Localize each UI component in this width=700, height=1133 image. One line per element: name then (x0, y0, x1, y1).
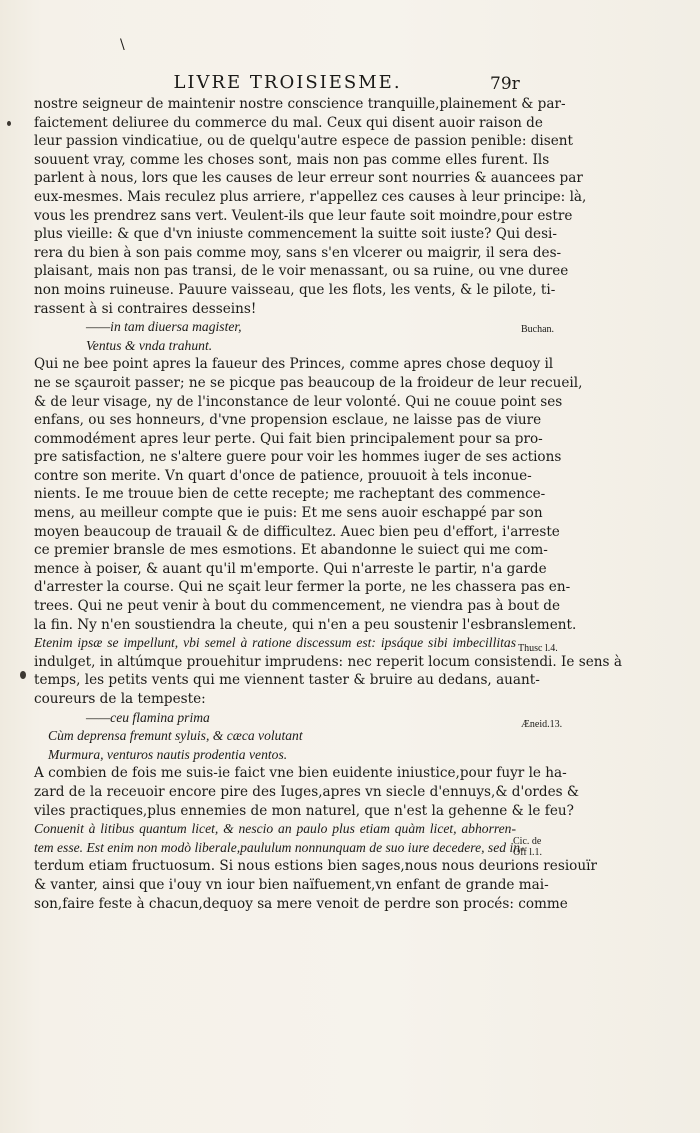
text-line: vous les prendrez sans vert. Veulent-ils que leur faute soit moindre,pour estre (34, 207, 573, 224)
quote-line: Murmura, venturos nautis prodentia ventos. (48, 746, 288, 762)
text-line: ce premier bransle de mes esmotions. Et abandonne le suiect qui me com- (34, 542, 548, 559)
text-line: viles practiques,plus ennemies de mon naturel, que n'est la gehenne & le feu? (34, 802, 574, 819)
page-mark: \ (120, 37, 125, 53)
text-line: mence à poiser, & auant qu'il m'emporte. Qui n'arreste le partir, n'a garde (34, 560, 547, 577)
text-line: plaisant, mais non pas transi, de le voir menassant, ou sa ruine, ou vne duree (34, 263, 569, 280)
text-line: souuent vray, comme les choses sont, mais non pas comme elles furent. Ils (34, 151, 550, 168)
ink-blot (20, 671, 26, 679)
text-line: leur passion vindicatiue, ou de quelqu'autre espece de passion penible: disent (34, 133, 574, 150)
quote-line: ——ceu flamina prima (86, 709, 210, 725)
quote-line: Ventus & vnda trahunt. (86, 337, 213, 353)
folio-number: 79r (490, 74, 520, 94)
text-line: rera du bien à son pais comme moy, sans s'en vlcerer ou maigrir, il sera des- (34, 244, 562, 261)
text-line: d'arrester la course. Qui ne sçait leur fermer la porte, ne les chassera pas en- (34, 579, 571, 596)
text-line: A combien de fois me suis-ie faict vne bien euidente iniustice,pour fuyr le ha- (34, 765, 567, 782)
text-line: rassent à si contraires desseins! (34, 300, 257, 317)
text-line: ne se sçauroit passer; ne se picque pas beaucoup de la froideur de leur recueil, (34, 374, 583, 391)
text-line: commodément apres leur perte. Qui fait bien principalement pour sa pro- (34, 430, 543, 447)
quote-line: Cùm deprensa fremunt syluis, & cæca volutant (48, 728, 303, 744)
text-line: la fin. Ny n'en soustiendra la cheute, qui n'en a peu soustenir l'esbranslement. (34, 616, 577, 633)
margin-note-off: Off l.1. (513, 847, 542, 858)
text-line: contre son merite. Vn quart d'once de patience, prouuoit à tels inconue- (34, 467, 532, 484)
text-line: & de leur visage, ny de l'inconstance de leur volonté. Qui ne couue point ses (34, 393, 563, 410)
text-line: faictement deliuree du commerce du mal. Ceux qui disent auoir raison de (34, 114, 543, 131)
text-line: nients. Ie me trouue bien de cette recepte; me racheptant des commence- (34, 486, 546, 503)
latin-line: tem esse. Est enim non modò liberale,paululum nonnunquam de suo iure decedere, sed in- (34, 839, 525, 855)
running-title: LIVRE TROISIESME. (173, 72, 402, 93)
text-line: parlent à nous, lors que les causes de leur erreur sont nourries & auancees par (34, 170, 583, 187)
margin-note-aeneid: Æneid.13. (521, 719, 563, 730)
text-line: terdum etiam fructuosum. Si nous estions bien sages,nous nous deurions resiouïr (34, 858, 597, 875)
quote-line: ——in tam diuersa magister, (86, 319, 242, 335)
text-line: & vanter, ainsi que i'ouy vn iour bien naïfuement,vn enfant de grande mai- (34, 876, 549, 893)
text-line: trees. Qui ne peut venir à bout du commencement, ne viendra pas à bout de (34, 598, 561, 615)
text-line: moyen beaucoup de trauail & de difficultez. Auec bien peu d'effort, i'arreste (34, 523, 560, 540)
latin-line: Conuenit à litibus quantum licet, & nescio an paulo plus etiam quàm licet, abhorren- (34, 821, 516, 837)
text-line: mens, au meilleur compte que ie puis: Et me sens auoir eschappé par son (34, 505, 543, 522)
text-line: nostre seigneur de maintenir nostre conscience tranquille,plainement & par- (34, 96, 566, 112)
text-line: non moins ruineuse. Pauure vaisseau, que les flots, les vents, & le pilote, ti- (34, 281, 556, 298)
text-line: enfans, ou ses honneurs, d'vne propension esclaue, ne laisse pas de viure (34, 412, 542, 429)
margin-note-buchan: Buchan. (521, 324, 555, 335)
text-line: Qui ne bee point apres la faueur des Princes, comme apres chose dequoy il (34, 356, 554, 373)
text-line: temps, les petits vents qui me viennent taster & bruire au dedans, auant- (34, 672, 540, 689)
margin-note-cic: Cic. de (513, 836, 542, 847)
text-line: pre satisfaction, ne s'altere guere pour voir les hommes iuger de ses actions (34, 449, 562, 466)
text-line: plus vieille: & que d'vn iniuste commencement la suitte soit iuste? Qui desi- (34, 226, 557, 243)
text-line: eux-mesmes. Mais reculez plus arriere, r'appellez ces causes à leur principe: là, (34, 188, 587, 205)
margin-note-thusc: Thusc l.4. (518, 643, 558, 654)
text-line: coureurs de la tempeste: (34, 691, 206, 707)
text-line: indulget, in altúmque prouehitur imprudens: nec reperit locum consistendi. Ie sens à (34, 653, 622, 670)
text-line: zard de la receuoir encore pire des Iuges,apres vn siecle d'ennuys,& d'ordes & (34, 783, 580, 800)
latin-line: Etenim ipsæ se impellunt, vbi semel à ratione discessum est: ipsáque sibi imbecillitas (34, 635, 516, 651)
ink-blot (7, 121, 11, 126)
text-line: son,faire feste à chacun,dequoy sa mere venoit de perdre son procés: comme (34, 895, 568, 912)
